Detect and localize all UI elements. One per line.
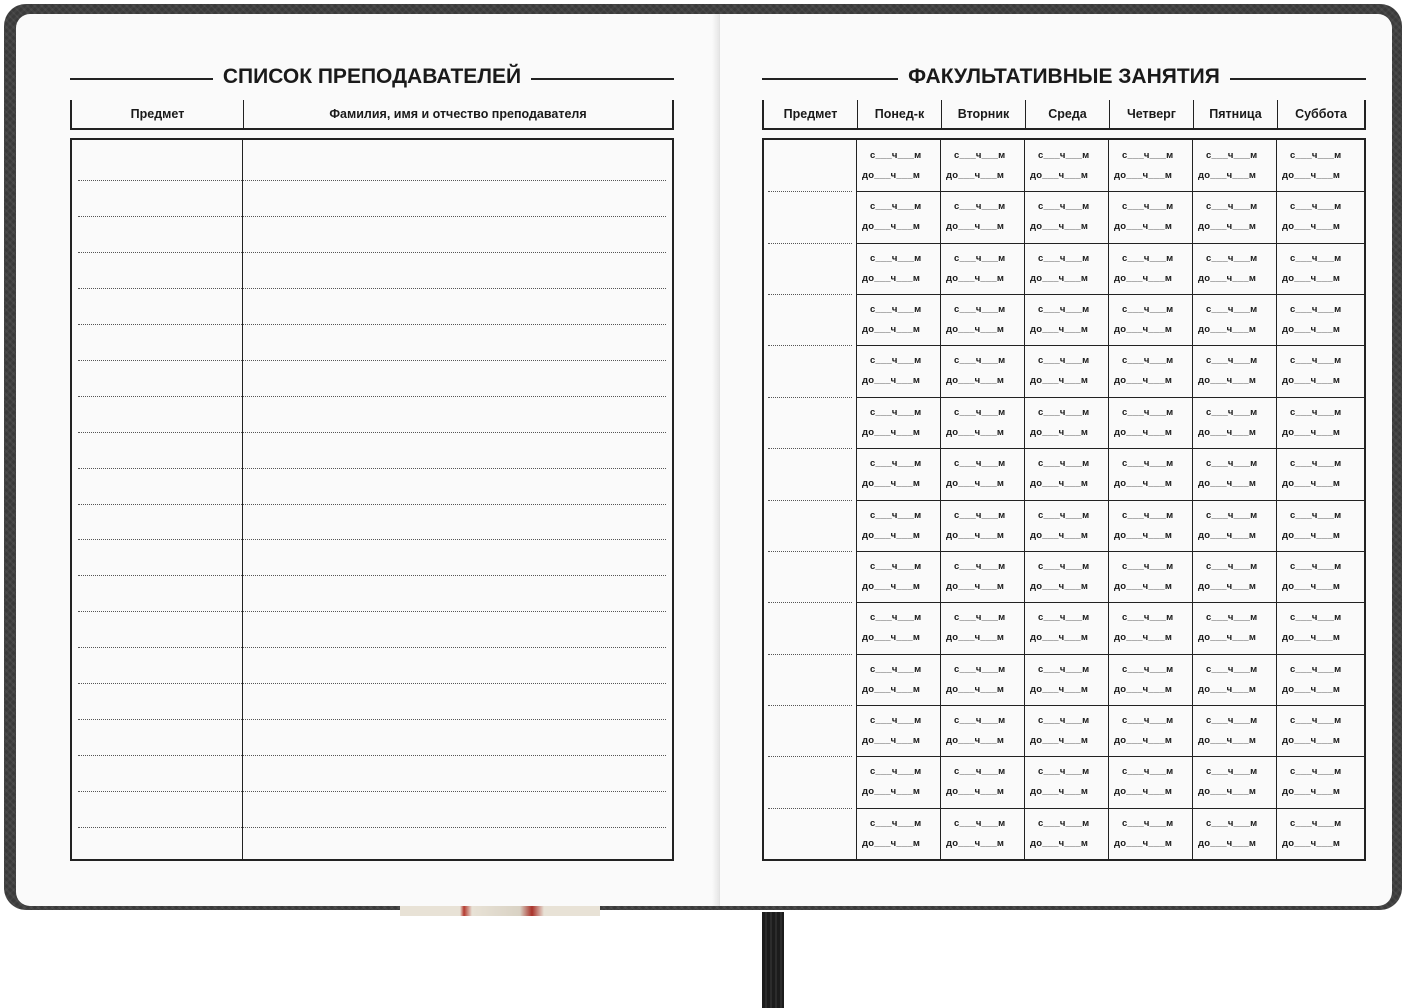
time-to-slot: до___ч___м [1114, 786, 1173, 798]
time-from-slot: с___ч___м [1206, 355, 1258, 367]
time-to-slot: до___ч___м [1282, 478, 1341, 490]
time-from-slot: с___ч___м [1122, 406, 1174, 418]
time-to-slot: до___ч___м [946, 426, 1005, 438]
time-to-slot: до___ч___м [1282, 837, 1341, 849]
writing-line [78, 396, 666, 397]
time-from-slot: с___ч___м [1122, 304, 1174, 316]
row-divider [856, 602, 1364, 603]
time-to-slot: до___ч___м [1198, 529, 1257, 541]
time-from-slot: с___ч___м [1038, 458, 1090, 470]
time-to-slot: до___ч___м [1114, 580, 1173, 592]
time-from-slot: с___ч___м [954, 612, 1006, 624]
subject-line [768, 756, 852, 757]
time-to-slot: до___ч___м [946, 324, 1005, 336]
time-from-slot: с___ч___м [1290, 355, 1342, 367]
time-to-slot: до___ч___м [946, 786, 1005, 798]
time-to-slot: до___ч___м [862, 786, 921, 798]
time-from-slot: с___ч___м [1038, 714, 1090, 726]
time-to-slot: до___ч___м [946, 734, 1005, 746]
writing-line [78, 647, 666, 648]
column-divider [242, 140, 243, 859]
title-rule-right [531, 78, 674, 80]
time-from-slot: с___ч___м [1038, 201, 1090, 213]
row-divider [856, 551, 1364, 552]
writing-line [78, 216, 666, 217]
time-to-slot: до___ч___м [862, 478, 921, 490]
time-from-slot: с___ч___м [954, 201, 1006, 213]
time-from-slot: с___ч___м [870, 766, 922, 778]
time-from-slot: с___ч___м [1122, 355, 1174, 367]
title-rule-left [762, 78, 898, 80]
time-from-slot: с___ч___м [870, 714, 922, 726]
row-divider [856, 448, 1364, 449]
time-from-slot: с___ч___м [954, 766, 1006, 778]
time-from-slot: с___ч___м [1122, 458, 1174, 470]
time-to-slot: до___ч___м [1198, 170, 1257, 181]
time-to-slot: до___ч___м [1282, 734, 1341, 746]
time-from-slot: с___ч___м [1290, 663, 1342, 675]
time-to-slot: до___ч___м [862, 529, 921, 541]
time-to-slot: до___ч___м [1198, 375, 1257, 387]
writing-line [78, 288, 666, 289]
time-to-slot: до___ч___м [1198, 426, 1257, 438]
time-to-slot: до___ч___м [862, 426, 921, 438]
time-to-slot: до___ч___м [1198, 837, 1257, 849]
time-to-slot: до___ч___м [1114, 272, 1173, 284]
time-to-slot: до___ч___м [1030, 632, 1089, 644]
col-header-6: Суббота [1295, 107, 1347, 121]
time-from-slot: с___ч___м [870, 560, 922, 572]
time-from-slot: с___ч___м [1206, 560, 1258, 572]
time-to-slot: до___ч___м [1282, 375, 1341, 387]
time-from-slot: с___ч___м [1290, 766, 1342, 778]
time-from-slot: с___ч___м [954, 714, 1006, 726]
time-from-slot: с___ч___м [1038, 355, 1090, 367]
time-to-slot: до___ч___м [862, 580, 921, 592]
subject-line [768, 602, 852, 603]
time-to-slot: до___ч___м [1030, 221, 1089, 233]
time-to-slot: до___ч___м [1282, 632, 1341, 644]
writing-line [78, 791, 666, 792]
time-from-slot: с___ч___м [1038, 406, 1090, 418]
time-to-slot: до___ч___м [1030, 324, 1089, 336]
time-to-slot: до___ч___м [1114, 426, 1173, 438]
time-to-slot: до___ч___м [946, 632, 1005, 644]
time-from-slot: с___ч___м [1122, 714, 1174, 726]
writing-line [78, 324, 666, 325]
time-from-slot: с___ч___м [1122, 201, 1174, 213]
row-divider [856, 705, 1364, 706]
col-teacher-header: Фамилия, имя и отчество преподавателя [329, 107, 587, 121]
teacher-list-table [70, 138, 674, 861]
time-from-slot: с___ч___м [1290, 304, 1342, 316]
time-to-slot: до___ч___м [1030, 580, 1089, 592]
time-to-slot: до___ч___м [1282, 324, 1341, 336]
time-to-slot: до___ч___м [862, 272, 921, 284]
time-from-slot: с___ч___м [870, 663, 922, 675]
subject-line [768, 654, 852, 655]
time-to-slot: до___ч___м [1114, 478, 1173, 490]
time-from-slot: с___ч___м [870, 817, 922, 829]
time-from-slot: с___ч___м [954, 150, 1006, 161]
time-from-slot: с___ч___м [1122, 252, 1174, 264]
row-divider [856, 500, 1364, 501]
time-from-slot: с___ч___м [1206, 406, 1258, 418]
subject-line [768, 551, 852, 552]
time-from-slot: с___ч___м [954, 560, 1006, 572]
time-to-slot: до___ч___м [946, 683, 1005, 695]
time-from-slot: с___ч___м [1122, 509, 1174, 521]
col-subject-header: Предмет [72, 100, 244, 128]
time-from-slot: с___ч___м [1206, 201, 1258, 213]
right-page-title: ФАКУЛЬТАТИВНЫЕ ЗАНЯТИЯ [908, 65, 1220, 88]
time-from-slot: с___ч___м [1122, 150, 1174, 161]
time-to-slot: до___ч___м [1198, 683, 1257, 695]
time-from-slot: с___ч___м [870, 355, 922, 367]
col-header-0: Предмет [764, 100, 858, 128]
time-from-slot: с___ч___м [870, 304, 922, 316]
time-from-slot: с___ч___м [1206, 612, 1258, 624]
time-from-slot: с___ч___м [1290, 150, 1342, 161]
time-from-slot: с___ч___м [1290, 714, 1342, 726]
time-to-slot: до___ч___м [1114, 632, 1173, 644]
time-from-slot: с___ч___м [1290, 560, 1342, 572]
writing-line [78, 468, 666, 469]
writing-line [78, 360, 666, 361]
time-from-slot: с___ч___м [954, 817, 1006, 829]
time-to-slot: до___ч___м [1030, 426, 1089, 438]
writing-line [78, 611, 666, 612]
writing-line [78, 504, 666, 505]
time-from-slot: с___ч___м [954, 304, 1006, 316]
time-to-slot: до___ч___м [1030, 786, 1089, 798]
time-to-slot: до___ч___м [1030, 478, 1089, 490]
time-from-slot: с___ч___м [954, 509, 1006, 521]
writing-line [78, 180, 666, 181]
electives-table [762, 138, 1366, 861]
writing-line [78, 539, 666, 540]
writing-line [78, 252, 666, 253]
time-to-slot: до___ч___м [1282, 580, 1341, 592]
row-divider [856, 756, 1364, 757]
time-from-slot: с___ч___м [1038, 304, 1090, 316]
time-from-slot: с___ч___м [870, 458, 922, 470]
title-rule-left [70, 78, 213, 80]
time-from-slot: с___ч___м [1290, 509, 1342, 521]
writing-line [78, 755, 666, 756]
writing-line [78, 575, 666, 576]
time-to-slot: до___ч___м [946, 580, 1005, 592]
col-header-4: Четверг [1110, 100, 1194, 128]
time-to-slot: до___ч___м [862, 324, 921, 336]
time-from-slot: с___ч___м [1038, 509, 1090, 521]
time-from-slot: с___ч___м [1038, 663, 1090, 675]
row-divider [856, 191, 1364, 192]
time-from-slot: с___ч___м [954, 252, 1006, 264]
time-to-slot: до___ч___м [1282, 272, 1341, 284]
row-divider [856, 654, 1364, 655]
time-to-slot: до___ч___м [862, 221, 921, 233]
time-from-slot: с___ч___м [1038, 252, 1090, 264]
col-header-5: Пятница [1194, 100, 1278, 128]
time-from-slot: с___ч___м [1290, 201, 1342, 213]
row-divider [856, 294, 1364, 295]
time-to-slot: до___ч___м [862, 170, 921, 181]
time-to-slot: до___ч___м [1198, 221, 1257, 233]
time-from-slot: с___ч___м [870, 612, 922, 624]
writing-line [78, 827, 666, 828]
col-header-1: Понед-к [858, 100, 942, 128]
time-from-slot: с___ч___м [1122, 560, 1174, 572]
time-to-slot: до___ч___м [946, 837, 1005, 849]
time-from-slot: с___ч___м [954, 355, 1006, 367]
time-to-slot: до___ч___м [1030, 734, 1089, 746]
writing-line [78, 719, 666, 720]
time-to-slot: до___ч___м [1282, 221, 1341, 233]
time-to-slot: до___ч___м [1198, 632, 1257, 644]
time-to-slot: до___ч___м [1114, 683, 1173, 695]
left-header-row [70, 100, 674, 130]
time-to-slot: до___ч___м [862, 632, 921, 644]
left-page [16, 14, 716, 906]
time-from-slot: с___ч___м [1038, 817, 1090, 829]
time-from-slot: с___ч___м [1038, 560, 1090, 572]
bookmark-ribbon[interactable] [762, 912, 784, 1008]
time-from-slot: с___ч___м [1290, 252, 1342, 264]
time-to-slot: до___ч___м [946, 529, 1005, 541]
time-from-slot: с___ч___м [1206, 304, 1258, 316]
time-to-slot: до___ч___м [1282, 170, 1341, 181]
time-from-slot: с___ч___м [1038, 612, 1090, 624]
time-from-slot: с___ч___м [1206, 252, 1258, 264]
writing-line [78, 432, 666, 433]
time-from-slot: с___ч___м [1290, 612, 1342, 624]
time-to-slot: до___ч___м [1282, 426, 1341, 438]
time-from-slot: с___ч___м [954, 663, 1006, 675]
time-from-slot: с___ч___м [1290, 406, 1342, 418]
time-to-slot: до___ч___м [1030, 375, 1089, 387]
time-to-slot: до___ч___м [1114, 734, 1173, 746]
time-to-slot: до___ч___м [862, 375, 921, 387]
time-from-slot: с___ч___м [1122, 663, 1174, 675]
subject-line [768, 500, 852, 501]
time-from-slot: с___ч___м [1122, 612, 1174, 624]
time-from-slot: с___ч___м [954, 458, 1006, 470]
time-to-slot: до___ч___м [1198, 272, 1257, 284]
time-from-slot: с___ч___м [954, 406, 1006, 418]
time-from-slot: с___ч___м [1206, 509, 1258, 521]
subject-line [768, 705, 852, 706]
title-rule-right [1230, 78, 1366, 80]
time-to-slot: до___ч___м [1198, 478, 1257, 490]
time-to-slot: до___ч___м [946, 375, 1005, 387]
subject-line [768, 448, 852, 449]
time-to-slot: до___ч___м [1282, 529, 1341, 541]
time-to-slot: до___ч___м [1282, 683, 1341, 695]
time-from-slot: с___ч___м [1290, 458, 1342, 470]
time-to-slot: до___ч___м [1030, 170, 1089, 181]
time-to-slot: до___ч___м [1198, 734, 1257, 746]
time-from-slot: с___ч___м [870, 252, 922, 264]
right-header-row [762, 100, 1366, 130]
time-to-slot: до___ч___м [1114, 375, 1173, 387]
time-to-slot: до___ч___м [946, 221, 1005, 233]
left-page-title: СПИСОК ПРЕПОДАВАТЕЛЕЙ [222, 65, 522, 88]
time-to-slot: до___ч___м [1198, 324, 1257, 336]
subject-line [768, 345, 852, 346]
subject-line [768, 243, 852, 244]
time-to-slot: до___ч___м [946, 478, 1005, 490]
row-divider [856, 243, 1364, 244]
row-divider [856, 397, 1364, 398]
time-from-slot: с___ч___м [1206, 766, 1258, 778]
time-to-slot: до___ч___м [946, 272, 1005, 284]
time-to-slot: до___ч___м [1030, 683, 1089, 695]
time-to-slot: до___ч___м [1114, 529, 1173, 541]
row-divider [856, 808, 1364, 809]
writing-line [78, 683, 666, 684]
subject-line [768, 294, 852, 295]
time-from-slot: с___ч___м [870, 406, 922, 418]
left-title-bar [70, 62, 674, 92]
time-from-slot: с___ч___м [870, 201, 922, 213]
right-page [720, 14, 1392, 906]
time-from-slot: с___ч___м [1038, 766, 1090, 778]
time-to-slot: до___ч___м [862, 837, 921, 849]
subject-line [768, 191, 852, 192]
time-from-slot: с___ч___м [1206, 714, 1258, 726]
row-divider [856, 345, 1364, 346]
time-from-slot: с___ч___м [1206, 817, 1258, 829]
time-to-slot: до___ч___м [946, 170, 1005, 181]
time-from-slot: с___ч___м [1206, 458, 1258, 470]
subject-line [768, 808, 852, 809]
col-header-3: Среда [1026, 100, 1110, 128]
time-to-slot: до___ч___м [1030, 272, 1089, 284]
time-from-slot: с___ч___м [1206, 663, 1258, 675]
time-from-slot: с___ч___м [1122, 817, 1174, 829]
subject-line [768, 397, 852, 398]
time-from-slot: с___ч___м [870, 150, 922, 161]
right-title-bar [762, 62, 1366, 92]
time-from-slot: с___ч___м [870, 509, 922, 521]
time-to-slot: до___ч___м [1030, 529, 1089, 541]
time-from-slot: с___ч___м [1122, 766, 1174, 778]
col-header-2: Вторник [942, 100, 1026, 128]
time-to-slot: до___ч___м [1114, 221, 1173, 233]
time-to-slot: до___ч___м [1198, 786, 1257, 798]
time-from-slot: с___ч___м [1290, 817, 1342, 829]
time-to-slot: до___ч___м [862, 734, 921, 746]
time-to-slot: до___ч___м [1282, 786, 1341, 798]
time-to-slot: до___ч___м [1114, 170, 1173, 181]
time-to-slot: до___ч___м [1198, 580, 1257, 592]
time-to-slot: до___ч___м [1114, 837, 1173, 849]
time-to-slot: до___ч___м [1114, 324, 1173, 336]
time-to-slot: до___ч___м [1030, 837, 1089, 849]
time-from-slot: с___ч___м [1038, 150, 1090, 161]
time-to-slot: до___ч___м [862, 683, 921, 695]
time-from-slot: с___ч___м [1206, 150, 1258, 161]
